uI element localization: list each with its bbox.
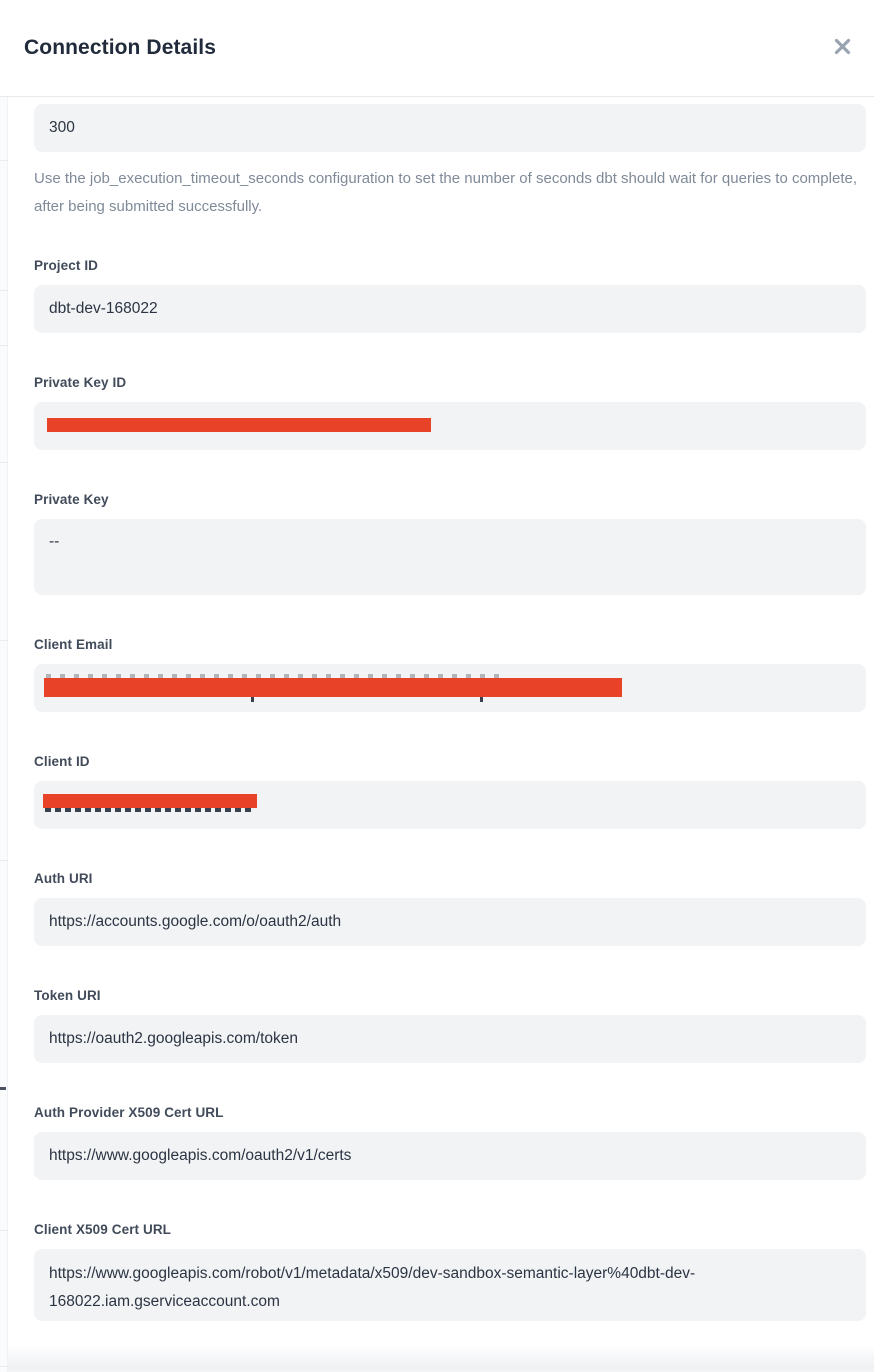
private-key-id-input[interactable]	[34, 402, 866, 450]
field-group-private-key-id	[34, 375, 866, 450]
field-group-client-id	[34, 754, 866, 829]
field-group-project-id	[34, 258, 866, 333]
auth-provider-x509-cert-url-value: https://www.googleapis.com/oauth2/v1/certs	[49, 1147, 352, 1164]
close-button[interactable]	[826, 32, 858, 64]
token-uri-input[interactable]	[34, 1015, 866, 1063]
private-key-input[interactable]	[34, 519, 866, 595]
redacted-text-fragment	[251, 697, 254, 702]
auth-uri-label: Auth URI	[34, 871, 93, 886]
private-key-label: Private Key	[34, 492, 109, 507]
client-x509-cert-url-label: Client X509 Cert URL	[34, 1222, 172, 1237]
client-x509-cert-url-input[interactable]	[34, 1249, 866, 1321]
modal-body	[8, 97, 874, 1372]
field-group-client-x509-cert-url	[34, 1222, 866, 1321]
private-key-value: --	[49, 533, 60, 550]
redaction-bar	[43, 794, 257, 808]
token-uri-label: Token URI	[34, 988, 101, 1003]
auth-uri-value: https://accounts.google.com/o/oauth2/auth	[49, 913, 342, 930]
field-group-auth-provider-x509-cert-url	[34, 1105, 866, 1180]
job-execution-timeout-value: 300	[49, 119, 75, 136]
redaction-bar	[47, 418, 431, 432]
client-id-label: Client ID	[34, 754, 90, 769]
client-email-input[interactable]	[34, 664, 866, 712]
redacted-text-fragment	[480, 697, 483, 702]
client-email-label: Client Email	[34, 637, 113, 652]
client-id-input[interactable]	[34, 781, 866, 829]
field-group-token-uri	[34, 988, 866, 1063]
redacted-text-fragment	[45, 808, 253, 812]
modal-header	[0, 0, 874, 97]
auth-provider-x509-cert-url-input[interactable]	[34, 1132, 866, 1180]
redaction-bar	[44, 678, 622, 697]
auth-uri-input[interactable]	[34, 898, 866, 946]
modal-title: Connection Details	[24, 36, 216, 59]
private-key-id-label: Private Key ID	[34, 375, 127, 390]
client-x509-cert-url-value: https://www.googleapis.com/robot/v1/metadata/x509/dev-sandbox-semantic-layer%40dbt-dev-168022.iam.gserviceaccount.com	[49, 1265, 696, 1310]
field-group-private-key	[34, 492, 866, 595]
x-icon	[833, 37, 852, 59]
field-group-client-email	[34, 637, 866, 712]
project-id-input[interactable]	[34, 285, 866, 333]
job-execution-timeout-input[interactable]	[34, 104, 866, 152]
project-id-value: dbt-dev-168022	[49, 300, 158, 317]
timeout-help-text: Use the job_execution_timeout_seconds configuration to set the number of seconds dbt should wait for queries to complete, after being submitted successfully.	[34, 170, 857, 215]
field-group-auth-uri	[34, 871, 866, 946]
token-uri-value: https://oauth2.googleapis.com/token	[49, 1030, 299, 1047]
auth-provider-x509-cert-url-label: Auth Provider X509 Cert URL	[34, 1105, 224, 1120]
background-page-strip	[0, 97, 8, 1372]
project-id-label: Project ID	[34, 258, 99, 273]
